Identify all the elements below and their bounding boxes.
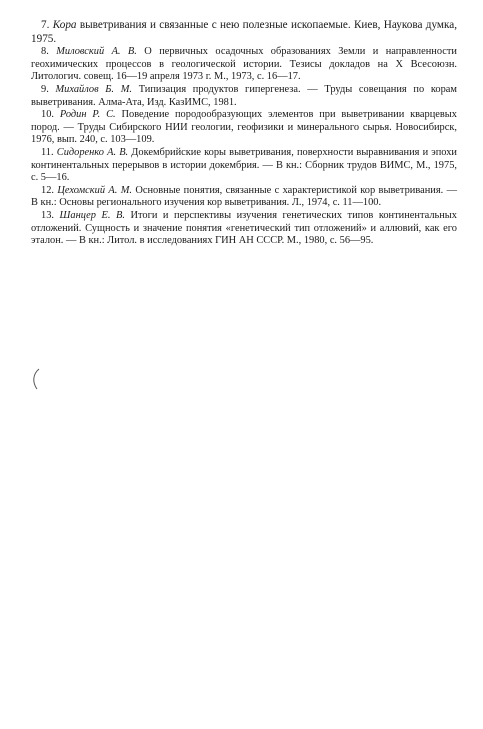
reference-number: 9. bbox=[41, 83, 49, 95]
reference-item bbox=[31, 109, 457, 147]
reference-number: 7. bbox=[41, 19, 50, 31]
reference-text: Основные понятия, связанные с характеристикой кор выветривания. — В кн.: Основы регионального изучения кор выветривания. Л., 1974, с. 11—100. bbox=[31, 184, 457, 209]
reference-author: Миловский А. В. bbox=[56, 46, 137, 58]
reference-text: Поведение породообразующих элементов при выветривании кварцевых пород. — Труды Сибирского НИИ геологии, геофизики и минерального сырья. Новосибирск, 1976, вып. 240, с. 103—109. bbox=[31, 109, 457, 146]
reference-text: Докембрийские коры выветривания, поверхности выравнивания и эпохи континентальных перерывов в истории докембрия. — В кн.: Сборник трудов ВИМС, М., 1975, с. 5—16. bbox=[31, 146, 457, 184]
reference-author: Кора bbox=[52, 19, 77, 31]
reference-number: 10. bbox=[41, 109, 54, 121]
scan-mark bbox=[30, 368, 42, 390]
reference-text: О первичных осадочных образованиях Земли и направленности геохимических процессов в геологической истории. Тезисы докладов на X Всесоюзн. Литологич. совещ. 16—19 апреля 1973 г. М., 1973, с. 16—17. bbox=[31, 46, 457, 83]
reference-item bbox=[31, 84, 457, 109]
reference-author: Михайлов Б. М. bbox=[55, 83, 132, 95]
reference-item bbox=[31, 46, 457, 84]
reference-item bbox=[31, 19, 457, 46]
reference-number: 13. bbox=[41, 209, 54, 221]
reference-number: 8. bbox=[41, 46, 49, 58]
reference-number: 11. bbox=[41, 146, 54, 158]
reference-item bbox=[31, 210, 457, 248]
reference-text: Итоги и перспективы изучения генетических типов континентальных отложений. Сущность и значение понятия «генетический тип отложений» и аллювий, как его эталон. — В кн.: Литол. в исследованиях ГИН АН СССР. М., 1980, с. 56—95. bbox=[31, 209, 457, 247]
reference-author: Сидоренко А. В. bbox=[56, 146, 129, 158]
reference-text: выветривания и связанные с нею полезные ископаемые. Киев, Наукова думка, 1975. bbox=[31, 19, 457, 45]
reference-author: Родин Р. С. bbox=[59, 109, 116, 121]
reference-list bbox=[31, 19, 457, 248]
reference-author: Шанцер Е. В. bbox=[59, 209, 125, 221]
reference-number: 12. bbox=[41, 184, 54, 196]
reference-author: Цехомский А. М. bbox=[57, 184, 132, 196]
reference-item bbox=[31, 147, 457, 185]
reference-text: Типизация продуктов гипергенеза. — Труды совещания по корам выветривания. Алма-Ата, Изд. КазИМС, 1981. bbox=[31, 83, 457, 108]
reference-item bbox=[31, 185, 457, 210]
